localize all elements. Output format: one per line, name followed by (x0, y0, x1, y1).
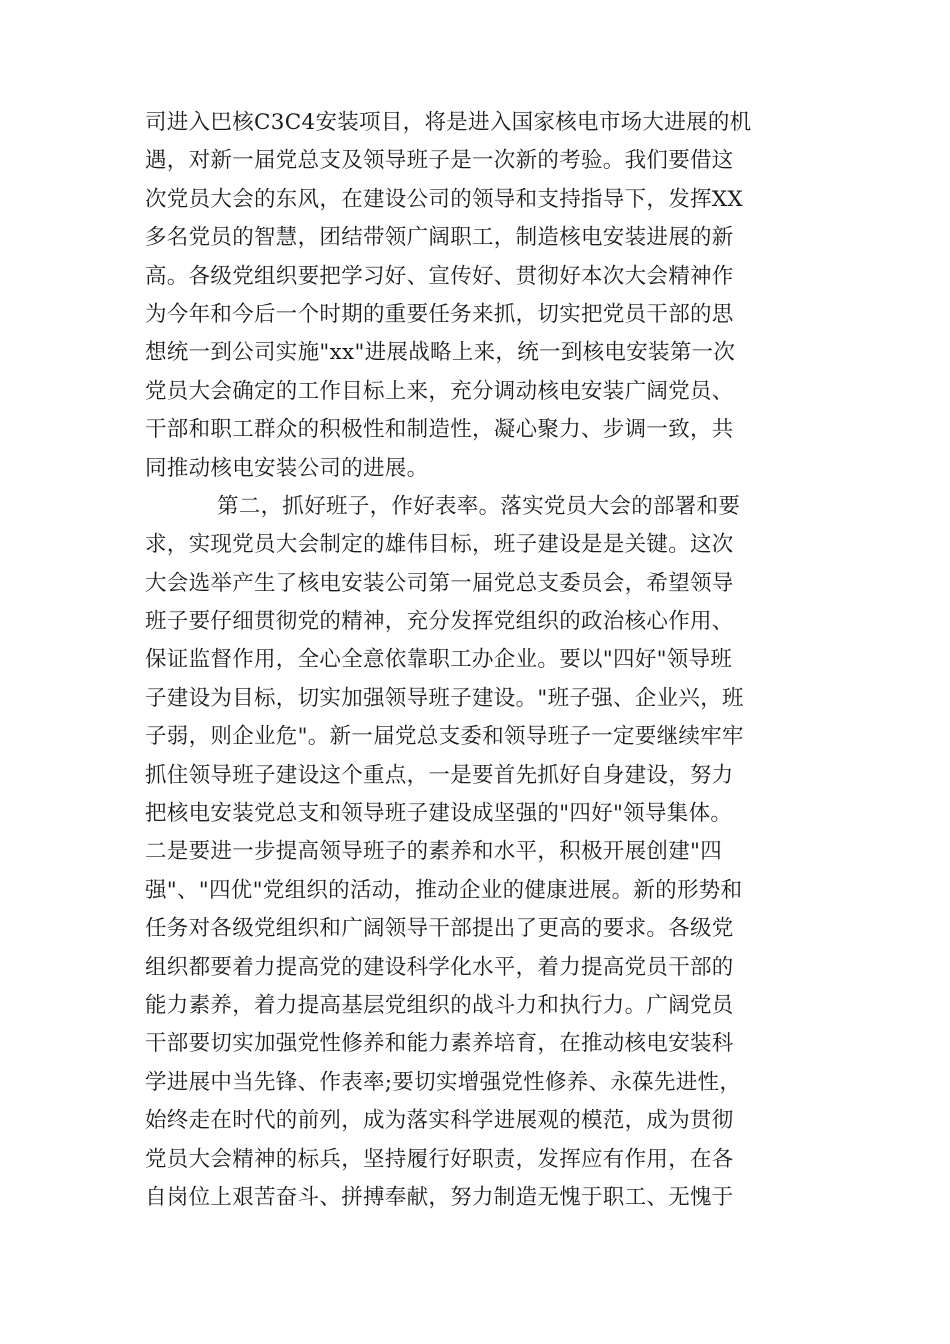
text-line: 党员大会精神的标兵，坚持履行好职责，发挥应有作用，在各 (145, 1146, 734, 1172)
paragraph-2 (145, 488, 805, 1217)
text-line: 能力素养，着力提高基层党组织的战斗力和执行力。广阔党员 (145, 992, 734, 1018)
text-line: 党员大会确定的工作目标上来，充分调动核电安装广阔党员、 (145, 378, 734, 404)
text-line: 同推动核电安装公司的进展。 (145, 455, 429, 481)
text-line: 司进入巴核C3C4安装项目，将是进入国家核电市场大进展的机 (145, 110, 752, 135)
text-line: 想统一到公司实施"xx"进展战略上来，统一到核电安装第一次 (145, 340, 736, 366)
text-line: 为今年和今后一个时期的重要任务来抓，切实把党员干部的思 (145, 301, 734, 327)
document-page (145, 104, 805, 1217)
text-line: 子建设为目标，切实加强领导班子建设。"班子强、企业兴，班 (145, 685, 744, 711)
text-line: 强"、"四优"党组织的活动，推动企业的健康进展。新的形势和 (145, 877, 743, 903)
text-line: 始终走在时代的前列，成为落实科学进展观的模范，成为贯彻 (145, 1108, 734, 1134)
text-line: 干部和职工群众的积极性和制造性，凝心聚力、步调一致，共 (145, 417, 734, 443)
text-line: 抓住领导班子建设这个重点，一是要首先抓好自身建设，努力 (145, 762, 734, 788)
text-line: 高。各级党组织要把学习好、宣传好、贯彻好本次大会精神作 (145, 263, 734, 289)
text-line: 学进展中当先锋、作表率;要切实增强党性修养、永葆先进性， (145, 1069, 742, 1095)
text-line: 把核电安装党总支和领导班子建设成坚强的"四好"领导集体。 (145, 801, 733, 827)
text-line: 保证监督作用，全心全意依靠职工办企业。要以"四好"领导班 (145, 647, 733, 673)
text-line: 任务对各级党组织和广阔领导干部提出了更高的要求。各级党 (145, 916, 734, 942)
text-line: 子弱，则企业危"。新一届党总支委和领导班子一定要继续牢牢 (145, 724, 744, 750)
text-line: 次党员大会的东风，在建设公司的领导和支持指导下，发挥XX (145, 186, 744, 212)
text-line: 遇，对新一届党总支及领导班子是一次新的考验。我们要借这 (145, 148, 734, 174)
text-line: 班子要仔细贯彻党的精神，充分发挥党组织的政治核心作用、 (145, 609, 734, 635)
text-line: 求，实现党员大会制定的雄伟目标，班子建设是是关键。这次 (145, 532, 734, 558)
text-line: 干部要切实加强党性修养和能力素养培育，在推动核电安装科 (145, 1031, 734, 1057)
text-line: 自岗位上艰苦奋斗、拼搏奉献，努力制造无愧于职工、无愧于 (145, 1184, 734, 1210)
text-line: 大会选举产生了核电安装公司第一届党总支委员会，希望领导 (145, 570, 734, 596)
text-line-first: 第二，抓好班子，作好表率。落实党员大会的部署和要 (217, 493, 741, 519)
paragraph-1 (145, 104, 805, 488)
text-line: 组织都要着力提高党的建设科学化水平，着力提高党员干部的 (145, 954, 734, 980)
text-line: 二是要进一步提高领导班子的素养和水平，积极开展创建"四 (145, 839, 722, 865)
text-line: 多名党员的智慧，团结带领广阔职工，制造核电安装进展的新 (145, 225, 734, 251)
